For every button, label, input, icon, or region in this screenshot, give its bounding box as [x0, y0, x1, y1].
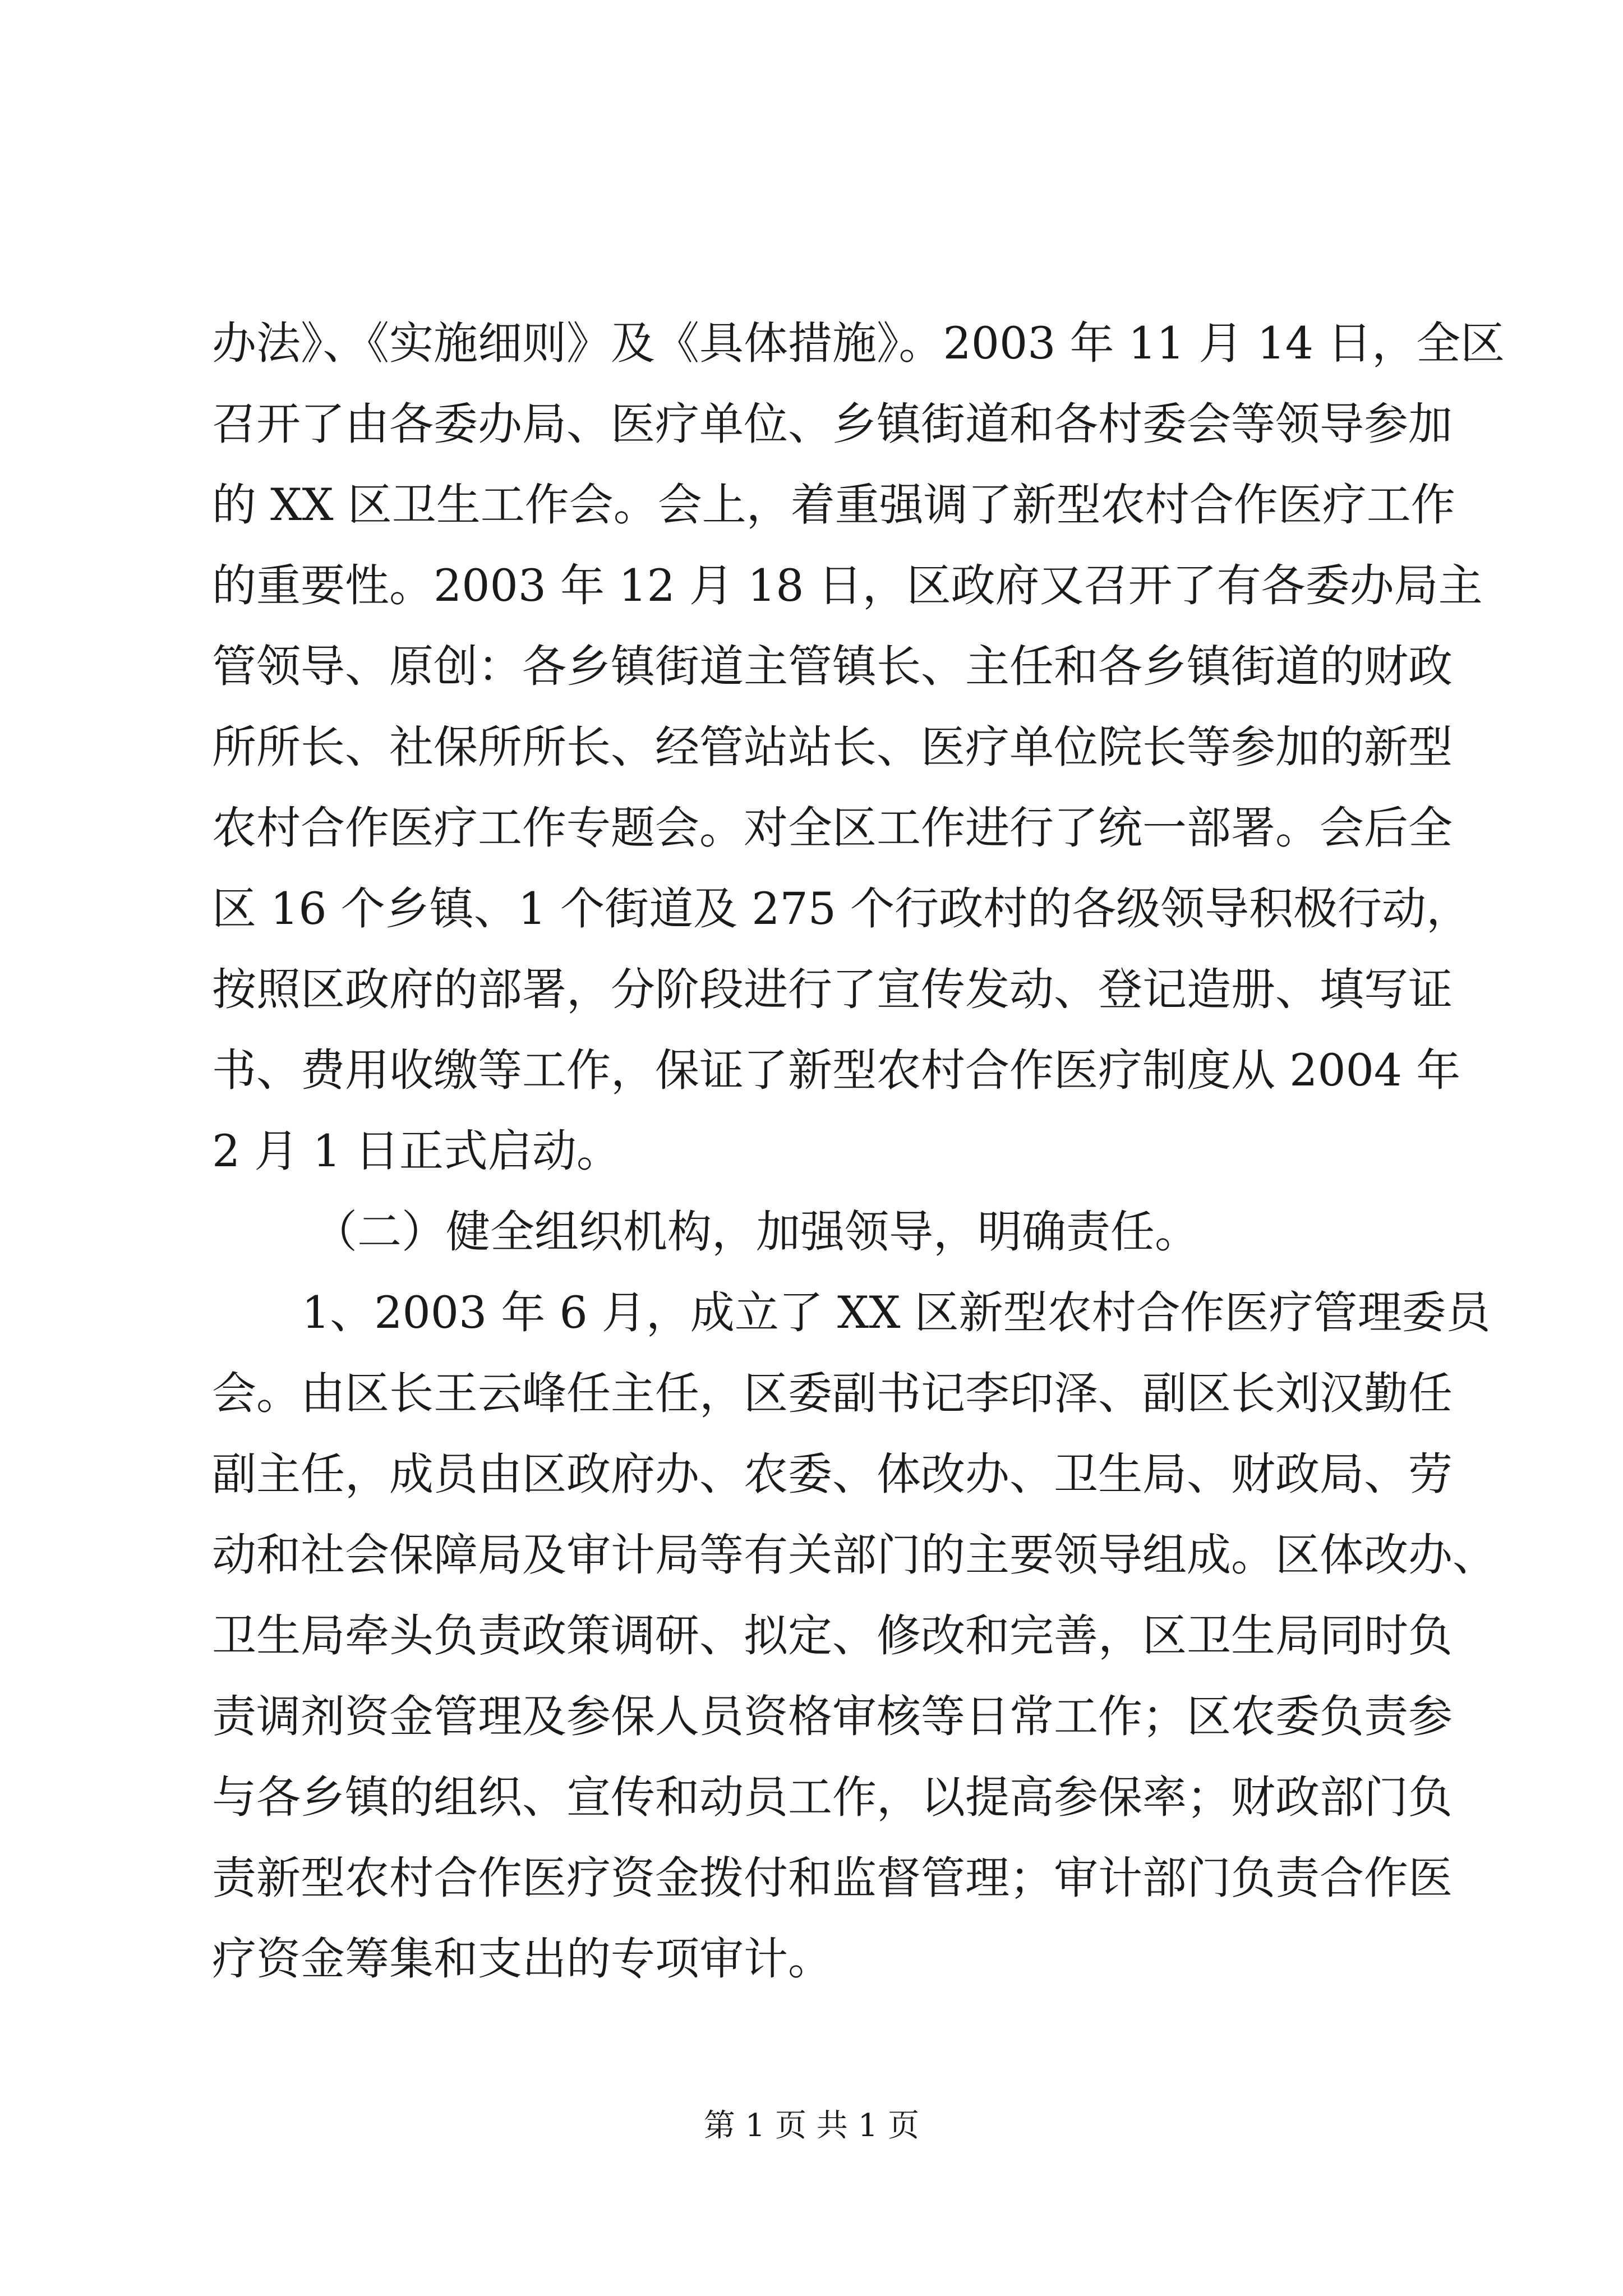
text-line: 农村合作医疗工作专题会。对全区工作进行了统一部署。会后全: [212, 802, 1453, 854]
text-line: 的重要性。2003 年 12 月 18 日，区政府又召开了有各委办局主: [212, 560, 1483, 611]
text-line: 管领导、原创：各乡镇街道主管镇长、主任和各乡镇街道的财政: [212, 641, 1453, 692]
text-line: 会。由区长王云峰任主任，区委副书记李印泽、副区长刘汉勤任: [212, 1368, 1453, 1419]
page-number-footer: 第 1 页 共 1 页: [703, 2108, 920, 2144]
text-line: 办法》、《实施细则》及《具体措施》。2003 年 11 月 14 日，全区: [212, 318, 1505, 369]
text-line: 2 月 1 日正式启动。: [212, 1125, 621, 1177]
text-line: 召开了由各委办局、医疗单位、乡镇街道和各村委会等领导参加: [212, 398, 1453, 450]
text-line: 所所长、社保所所长、经管站站长、医疗单位院长等参加的新型: [212, 721, 1453, 773]
text-line: 按照区政府的部署，分阶段进行了宣传发动、登记造册、填写证: [212, 964, 1453, 1015]
text-line: 动和社会保障局及审计局等有关部门的主要领导组成。区体改办、: [212, 1529, 1497, 1581]
text-line: 的 XX 区卫生工作会。会上，着重强调了新型农村合作医疗工作: [212, 479, 1455, 531]
text-line: 卫生局牵头负责政策调研、拟定、修改和完善，区卫生局同时负: [212, 1610, 1453, 1662]
text-line: 书、费用收缴等工作，保证了新型农村合作医疗制度从 2004 年: [212, 1045, 1461, 1096]
section-heading: （二）健全组织机构，加强领导，明确责任。: [313, 1206, 1199, 1258]
text-line: 副主任，成员由区政府办、农委、体改办、卫生局、财政局、劳: [212, 1448, 1453, 1500]
text-line: 疗资金筹集和支出的专项审计。: [212, 1933, 832, 1985]
text-line: 与各乡镇的组织、宣传和动员工作，以提高参保率；财政部门负: [212, 1772, 1453, 1823]
text-line: 责调剂资金管理及参保人员资格审核等日常工作；区农委负责参: [212, 1691, 1453, 1742]
text-line: 1、2003 年 6 月，成立了 XX 区新型农村合作医疗管理委员: [302, 1287, 1491, 1338]
text-line: 区 16 个乡镇、1 个街道及 275 个行政村的各级领导积极行动，: [212, 883, 1471, 935]
text-line: 责新型农村合作医疗资金拨付和监督管理；审计部门负责合作医: [212, 1852, 1453, 1904]
